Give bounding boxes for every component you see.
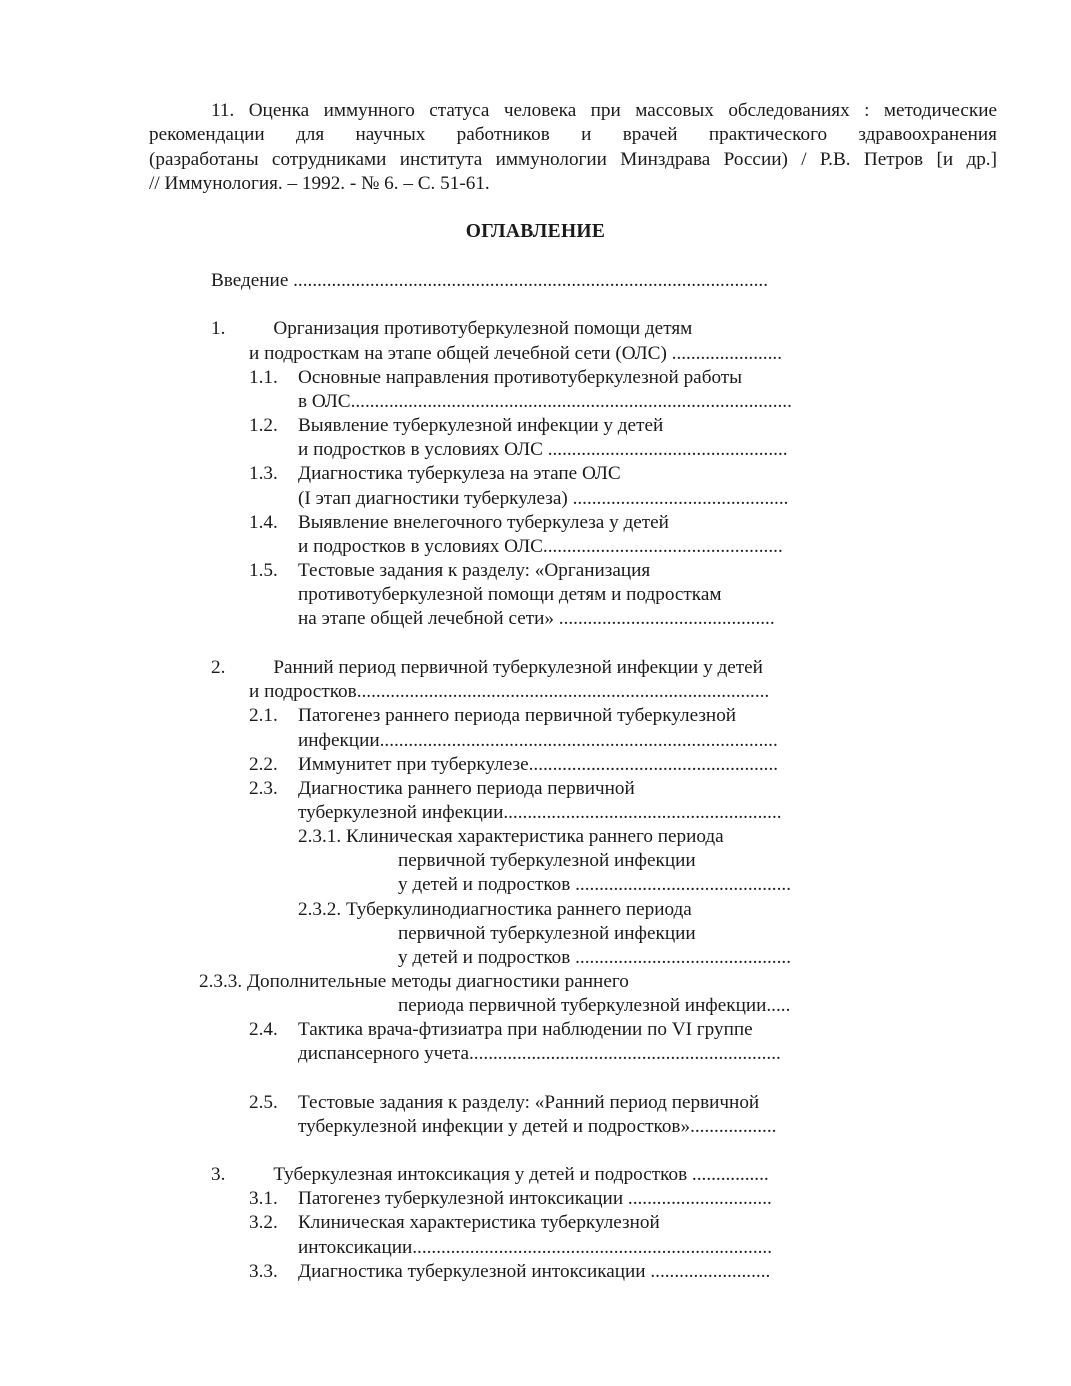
toc-entry-2-3-3-cont: периода первичной туберкулезной инфекции.....	[398, 995, 791, 1016]
toc-entry-2: 2. Ранний период первичной туберкулезной инфекции у детей	[211, 657, 763, 678]
toc-number: 2.4.	[249, 1019, 278, 1040]
toc-entry-1-2: Выявление туберкулезной инфекции у детей	[298, 415, 664, 436]
toc-entry-3-2: Клиническая характеристика туберкулезной	[298, 1212, 660, 1233]
toc-entry-3: 3. Туберкулезная интоксикация у детей и подростков ................	[211, 1164, 769, 1185]
toc-entry-3-3: Диагностика туберкулезной интоксикации .........................	[298, 1261, 771, 1282]
toc-entry-2-3-2-cont: первичной туберкулезной инфекции	[398, 923, 696, 944]
toc-title: ОГЛАВЛЕНИЕ	[465, 221, 606, 242]
toc-entry-2-3-1-cont: первичной туберкулезной инфекции	[398, 850, 696, 871]
toc-entry-1-4-cont: и подростков в условиях ОЛС..................................................	[298, 536, 783, 557]
toc-entry-2-4-cont: диспансерного учета.................................................................	[298, 1043, 781, 1064]
reference-line: (разработаны сотрудниками института иммунологии Минздрава России) / Р.В. Петров [и др.]	[149, 148, 997, 170]
toc-entry-2-3-1: 2.3.1. Клиническая характеристика раннего периода	[298, 826, 724, 847]
toc-entry-2-2: Иммунитет при туберкулезе....................................................	[298, 754, 779, 775]
toc-entry-3-2-cont: интоксикации...........................................................................	[298, 1237, 773, 1258]
toc-number: 2.1.	[249, 705, 278, 726]
toc-entry-introduction: Введение ...................................................................................................	[211, 270, 769, 291]
toc-entry-2-3: Диагностика раннего периода первичной	[298, 778, 635, 799]
toc-entry-1-3-cont: (I этап диагностики туберкулеза) .............................................	[298, 488, 789, 509]
toc-entry-1-2-cont: и подростков в условиях ОЛС ..................................................	[298, 439, 788, 460]
toc-entry-2-3-3: 2.3.3. Дополнительные методы диагностики раннего	[199, 971, 629, 992]
toc-entry-2-5-cont: туберкулезной инфекции у детей и подростков»..................	[298, 1116, 777, 1137]
reference-line: рекомендации для научных работников и врачей практического здравоохранения	[149, 124, 997, 146]
reference-line: // Иммунология. – 1992. - № 6. – С. 51-61.	[149, 172, 490, 194]
toc-entry-2-1-cont: инфекции...................................................................................	[298, 730, 778, 751]
toc-entry-1-1: Основные направления противотуберкулезной работы	[298, 367, 743, 388]
toc-number: 1.3.	[249, 463, 278, 484]
toc-number: 2.3.	[249, 778, 278, 799]
toc-entry-1-5-cont: противотуберкулезной помощи детям и подросткам	[298, 584, 722, 605]
toc-entry-1: 1. Организация противотуберкулезной помощи детям	[211, 318, 693, 339]
toc-entry-3-1: Патогенез туберкулезной интоксикации ..............................	[298, 1188, 772, 1209]
reference-line: 11. Оценка иммунного статуса человека при массовых обследованиях : методические	[211, 100, 997, 121]
toc-number: 1.2.	[249, 415, 278, 436]
toc-entry-1-cont: и подросткам на этапе общей лечебной сети (ОЛС) .......................	[249, 343, 782, 364]
bibliography-entry-11	[149, 99, 997, 196]
toc-entry-2-4: Тактика врача-фтизиатра при наблюдении по VI группе	[298, 1019, 753, 1040]
toc-number: 1.1.	[249, 367, 278, 388]
toc-entry-1-5: Тестовые задания к разделу: «Организация	[298, 560, 651, 581]
toc-entry-2-3-cont: туберкулезной инфекции..........................................................	[298, 802, 782, 823]
toc-entry-1-5-cont: на этапе общей лечебной сети» .............................................	[298, 608, 775, 629]
toc-number: 3.2.	[249, 1212, 278, 1233]
toc-entry-2-1: Патогенез раннего периода первичной туберкулезной	[298, 705, 737, 726]
toc-number: 2.5.	[249, 1092, 278, 1113]
toc-number: 3.3.	[249, 1261, 278, 1282]
toc-entry-2-cont: и подростков......................................................................................	[249, 681, 770, 702]
toc-entry-1-1-cont: в ОЛС............................................................................................	[298, 391, 792, 412]
toc-number: 1.5.	[249, 560, 278, 581]
toc-number: 3.1.	[249, 1188, 278, 1209]
toc-entry-2-3-2: 2.3.2. Туберкулинодиагностика раннего периода	[298, 899, 692, 920]
toc-entry-1-3: Диагностика туберкулеза на этапе ОЛС	[298, 463, 621, 484]
toc-entry-2-3-2-cont: у детей и подростков .............................................	[398, 947, 791, 968]
toc-number: 2.2.	[249, 754, 278, 775]
toc-entry-2-5: Тестовые задания к разделу: «Ранний период первичной	[298, 1092, 760, 1113]
toc-entry-2-3-1-cont: у детей и подростков .............................................	[398, 874, 791, 895]
toc-entry-1-4: Выявление внелегочного туберкулеза у детей	[298, 512, 669, 533]
toc-number: 1.4.	[249, 512, 278, 533]
